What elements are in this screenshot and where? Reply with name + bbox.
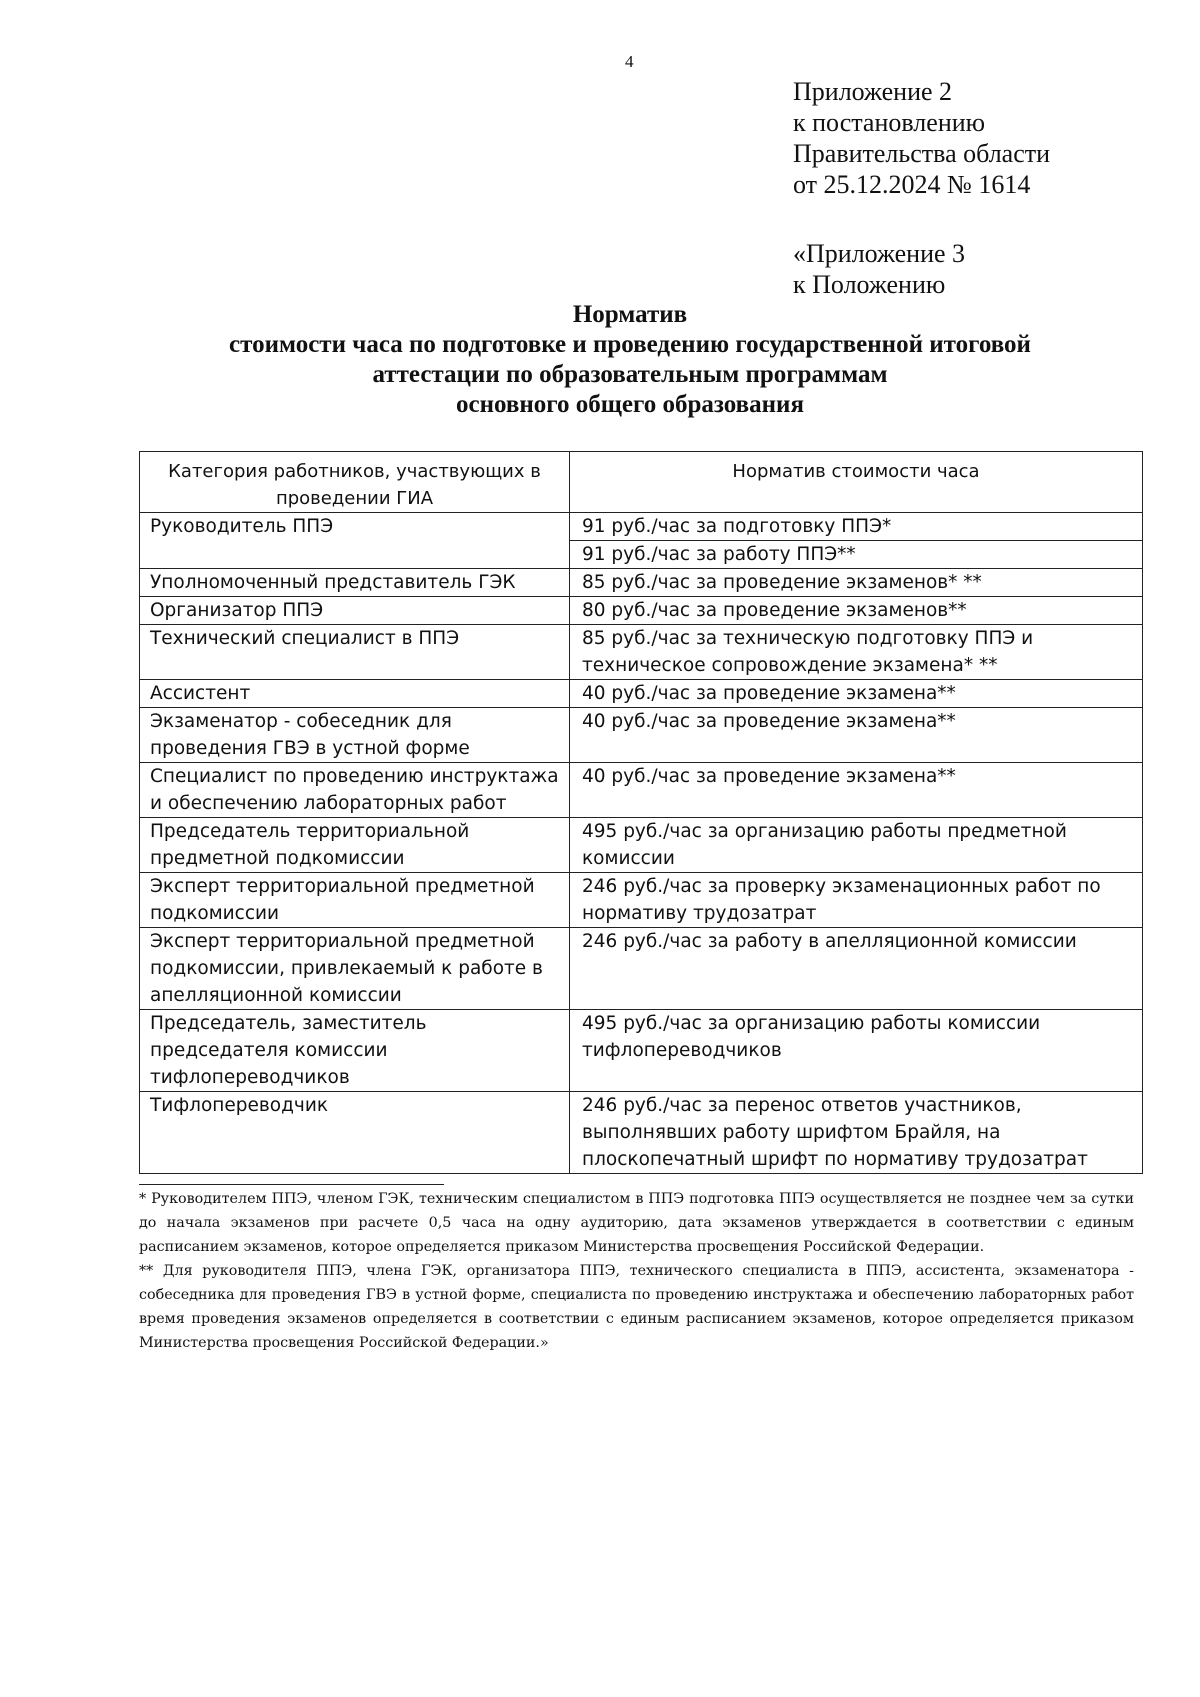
document-title [130, 300, 1130, 420]
norm-cell: 40 руб./час за проведение экзамена** [570, 763, 1143, 818]
category-cell: Организатор ППЭ [140, 597, 570, 625]
table-row [140, 873, 1143, 928]
table-row [140, 597, 1143, 625]
title-line: стоимости часа по подготовке и проведению государственной итоговой [229, 331, 1031, 358]
category-cell: Председатель территориальной предметной подкомиссии [140, 818, 570, 873]
appendix-header [793, 76, 1050, 200]
category-cell: Тифлопереводчик [140, 1092, 570, 1174]
norm-cell: 495 руб./час за организацию работы комиссии тифлопереводчиков [570, 1010, 1143, 1092]
norm-cell: 80 руб./час за проведение экзаменов** [570, 597, 1143, 625]
table-row [140, 1092, 1143, 1174]
category-cell: Технический специалист в ППЭ [140, 625, 570, 680]
page-number: 4 [625, 52, 634, 71]
footnote-separator [139, 1184, 444, 1185]
title-line: аттестации по образовательным программам [372, 361, 888, 388]
table-row [140, 625, 1143, 680]
norm-cell: 246 руб./час за проверку экзаменационных работ по нормативу трудозатрат [570, 873, 1143, 928]
appendix-sub [793, 238, 965, 300]
header-norm: Норматив стоимости часа [570, 452, 1143, 513]
category-cell: Эксперт территориальной предметной подкомиссии, привлекаемый к работе в апелляционной комиссии [140, 928, 570, 1010]
footnote-2: ** Для руководителя ППЭ, члена ГЭК, организатора ППЭ, технического специалиста в ППЭ, ассистента, экзаменатора - собеседника для проведения ГВЭ в устной форме, специалиста по проведению инструктажа и обеспечению лабораторных работ время проведения экзаменов определяется в соответствии с единым расписанием экзаменов, которое определяется приказом Министерства просвещения Российской Федерации.» [139, 1263, 1134, 1351]
norm-cell: 40 руб./час за проведение экзамена** [570, 708, 1143, 763]
header-category: Категория работников, участвующих в проведении ГИА [140, 452, 570, 513]
appendix-line: к постановлению [793, 108, 986, 137]
norm-cell: 85 руб./час за техническую подготовку ППЭ и техническое сопровождение экзамена* ** [570, 625, 1143, 680]
category-cell: Уполномоченный представитель ГЭК [140, 569, 570, 597]
norm-cell: 246 руб./час за перенос ответов участников, выполнявших работу шрифтом Брайля, на плоскопечатный шрифт по нормативу трудозатрат [570, 1092, 1143, 1174]
norm-cell: 91 руб./час за подготовку ППЭ* [570, 513, 1143, 541]
category-cell: Руководитель ППЭ [140, 513, 570, 569]
title-line: основного общего образования [456, 391, 804, 418]
norm-table [139, 451, 1143, 1174]
norm-cell: 91 руб./час за работу ППЭ** [570, 541, 1143, 569]
title-line: Норматив [572, 301, 688, 328]
table-row [140, 708, 1143, 763]
table-row [140, 680, 1143, 708]
appendix-line: Правительства области [793, 139, 1051, 168]
table-row [140, 763, 1143, 818]
category-cell: Ассистент [140, 680, 570, 708]
norm-cell: 495 руб./час за организацию работы предметной комиссии [570, 818, 1143, 873]
footnotes [139, 1187, 1134, 1355]
table-row [140, 569, 1143, 597]
appendix-sub-line: к Положению [793, 270, 946, 299]
table-row [140, 818, 1143, 873]
table-row [140, 513, 1143, 541]
appendix-line: Приложение 2 [793, 77, 953, 106]
norm-cell: 85 руб./час за проведение экзаменов* ** [570, 569, 1143, 597]
table-header-row [140, 452, 1143, 513]
footnote-1: * Руководителем ППЭ, членом ГЭК, техническим специалистом в ППЭ подготовка ППЭ осуществляется не позднее чем за сутки до начала экзаменов при расчете 0,5 часа на одну аудиторию, дата экзаменов утверждается в соответствии с единым расписанием экзаменов, которое определяется приказом Министерства просвещения Российской Федерации. [139, 1191, 1134, 1255]
appendix-sub-line: «Приложение 3 [793, 239, 966, 268]
norm-cell: 246 руб./час за работу в апелляционной комиссии [570, 928, 1143, 1010]
appendix-line: от 25.12.2024 № 1614 [793, 170, 1031, 199]
category-cell: Председатель, заместитель председателя комиссии тифлопереводчиков [140, 1010, 570, 1092]
category-cell: Эксперт территориальной предметной подкомиссии [140, 873, 570, 928]
norm-cell: 40 руб./час за проведение экзамена** [570, 680, 1143, 708]
category-cell: Специалист по проведению инструктажа и обеспечению лабораторных работ [140, 763, 570, 818]
table-row [140, 928, 1143, 1010]
category-cell: Экзаменатор - собеседник для проведения ГВЭ в устной форме [140, 708, 570, 763]
table-row [140, 1010, 1143, 1092]
